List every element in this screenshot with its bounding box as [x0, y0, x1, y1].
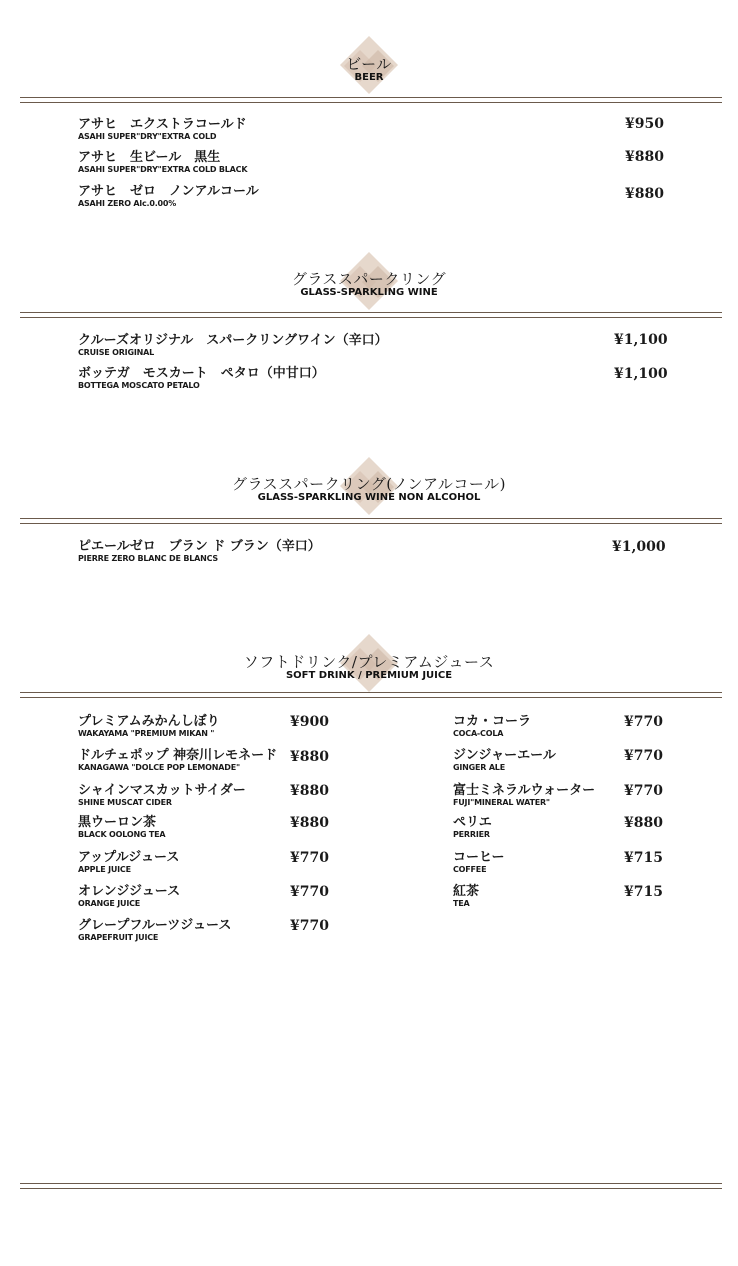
section-title-en: BEER — [354, 72, 384, 83]
section-divider — [20, 692, 722, 698]
item-name-en: WAKAYAMA "PREMIUM MIKAN " — [78, 729, 215, 738]
item-price: ¥950 — [625, 116, 664, 132]
item-name-jp: ピエールゼロ ブラン ド ブラン（辛口） — [78, 539, 321, 554]
item-price: ¥880 — [290, 815, 329, 831]
section-title-jp: グラススパークリング — [291, 270, 447, 288]
soft-drink-header — [0, 634, 738, 682]
section-title-jp: ソフトドリンク/プレミアムジュース — [243, 653, 495, 671]
item-price: ¥770 — [624, 748, 663, 764]
item-name-en: KANAGAWA "DOLCE POP LEMONADE" — [78, 763, 240, 772]
menu-item — [78, 539, 321, 564]
section-divider — [20, 312, 722, 318]
item-name-en: BOTTEGA MOSCATO PETALO — [78, 381, 200, 390]
menu-item — [453, 815, 492, 840]
item-name-jp: 紅茶 — [453, 884, 480, 899]
item-price: ¥770 — [624, 714, 663, 730]
item-price: ¥770 — [290, 884, 329, 900]
menu-item — [453, 748, 556, 773]
item-name-en: GRAPEFRUIT JUICE — [78, 933, 159, 942]
item-name-jp: コカ・コーラ — [453, 714, 532, 729]
item-price: ¥880 — [625, 186, 664, 202]
item-name-en: CRUISE ORIGINAL — [78, 348, 154, 357]
item-price: ¥1,100 — [614, 332, 668, 348]
item-name-en: APPLE JUICE — [78, 865, 131, 874]
item-name-jp: ペリエ — [453, 815, 492, 830]
section-divider — [20, 518, 722, 524]
item-name-jp: アップルジュース — [78, 850, 180, 865]
menu-item — [78, 184, 259, 209]
item-name-en: ASAHI SUPER"DRY"EXTRA COLD BLACK — [78, 165, 248, 174]
item-name-jp: クルーズオリジナル スパークリングワイン（辛口） — [78, 333, 388, 348]
item-name-en: TEA — [453, 899, 470, 908]
item-name-jp: アサヒ エクストラコールド — [78, 117, 247, 132]
item-price: ¥1,000 — [612, 539, 666, 555]
item-price: ¥770 — [290, 918, 329, 934]
item-name-jp: 富士ミネラルウォーター — [453, 783, 596, 798]
item-name-jp: オレンジジュース — [78, 884, 181, 899]
item-name-jp: アサヒ 生ビール 黒生 — [78, 150, 221, 165]
menu-item — [453, 850, 504, 875]
item-name-en: SHINE MUSCAT CIDER — [78, 798, 172, 807]
menu-item — [453, 884, 479, 909]
item-name-en: ASAHI ZERO Alc.0.00% — [78, 199, 177, 208]
item-price: ¥880 — [624, 815, 663, 831]
menu-item — [453, 714, 531, 739]
menu-item — [78, 366, 325, 391]
item-name-en: BLACK OOLONG TEA — [78, 830, 166, 839]
item-price: ¥880 — [625, 149, 664, 165]
item-name-en: GINGER ALE — [453, 763, 505, 772]
item-name-en: COCA-COLA — [453, 729, 504, 738]
item-name-en: COFFEE — [453, 865, 487, 874]
menu-item — [78, 117, 247, 142]
menu-item — [78, 714, 220, 739]
menu-item — [78, 850, 179, 875]
item-price: ¥715 — [624, 850, 663, 866]
item-price: ¥880 — [290, 783, 329, 799]
item-price: ¥1,100 — [614, 366, 668, 382]
item-name-en: PIERRE ZERO BLANC DE BLANCS — [78, 554, 218, 563]
item-price: ¥880 — [290, 749, 329, 765]
section-title-en: SOFT DRINK / PREMIUM JUICE — [285, 670, 453, 681]
item-price: ¥900 — [290, 714, 329, 730]
item-price: ¥770 — [290, 850, 329, 866]
item-name-en: ORANGE JUICE — [78, 899, 141, 908]
menu-item — [78, 815, 165, 840]
item-name-jp: コーヒー — [453, 850, 505, 865]
item-name-en: FUJI"MINERAL WATER" — [453, 798, 550, 807]
item-name-en: PERRIER — [453, 830, 490, 839]
beer-header — [0, 38, 738, 84]
menu-item — [78, 783, 246, 808]
section-title-jp: グラススパークリング(ノンアルコール) — [232, 475, 506, 493]
menu-item — [78, 333, 388, 358]
menu-item — [453, 783, 595, 808]
item-name-en: ASAHI SUPER"DRY"EXTRA COLD — [78, 132, 217, 141]
item-name-jp: 黒ウーロン茶 — [78, 815, 157, 830]
item-name-jp: ジンジャーエール — [453, 748, 556, 763]
item-price: ¥770 — [624, 783, 663, 799]
section-divider — [20, 97, 722, 103]
menu-item — [78, 748, 277, 773]
item-name-jp: シャインマスカットサイダー — [78, 783, 246, 798]
item-price: ¥715 — [624, 884, 663, 900]
item-name-jp: プレミアムみかんしぼり — [78, 714, 220, 729]
sparkling-header — [0, 252, 738, 299]
nonalcohol-header — [0, 457, 738, 504]
item-name-jp: グレープフルーツジュース — [78, 918, 232, 933]
section-title-en: GLASS-SPARKLING WINE — [300, 287, 438, 298]
section-title-jp: ビール — [346, 55, 392, 73]
menu-item — [78, 918, 231, 943]
item-name-jp: ドルチェポップ 神奈川レモネード — [78, 748, 278, 763]
menu-item — [78, 884, 180, 909]
menu-item — [78, 150, 247, 175]
item-name-jp: アサヒ ゼロ ノンアルコール — [78, 184, 259, 199]
item-name-jp: ボッテガ モスカート ペタロ（中甘口） — [78, 366, 325, 381]
footer-divider — [20, 1183, 722, 1189]
section-title-en: GLASS-SPARKLING WINE NON ALCOHOL — [257, 492, 481, 503]
